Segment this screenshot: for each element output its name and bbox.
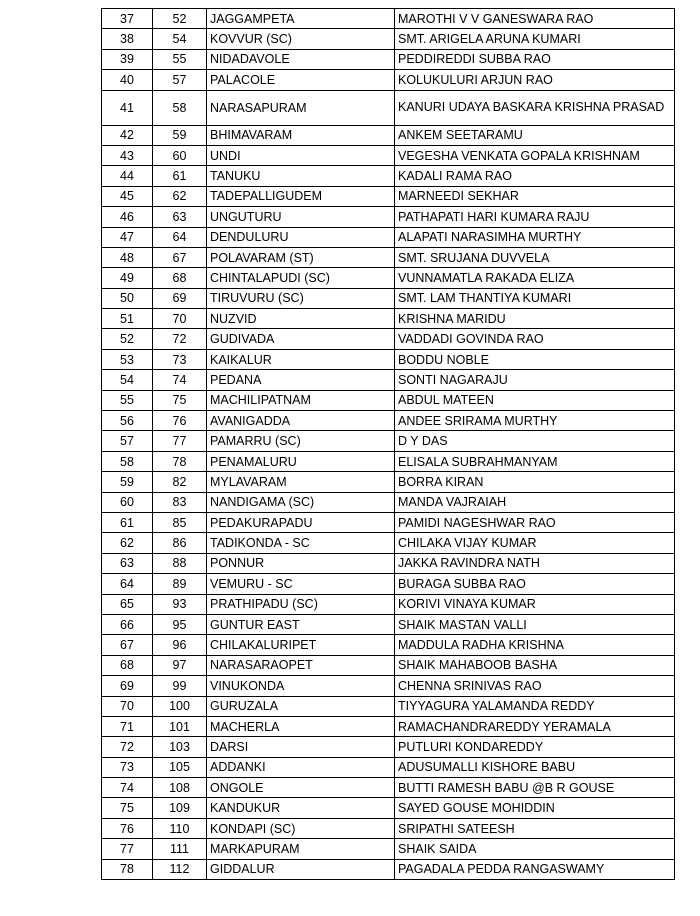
serial-number-cell: 58 xyxy=(102,451,153,471)
candidate-name-cell: PAMIDI NAGESHWAR RAO xyxy=(395,512,675,532)
candidate-name-cell: SHAIK MAHABOOB BASHA xyxy=(395,655,675,675)
ac-number-cell: 89 xyxy=(153,574,207,594)
table-row xyxy=(102,512,675,532)
serial-number-cell: 65 xyxy=(102,594,153,614)
serial-number-cell: 37 xyxy=(102,9,153,29)
table-row xyxy=(102,737,675,757)
table-row xyxy=(102,227,675,247)
table-row xyxy=(102,798,675,818)
constituency-cell: PEDANA xyxy=(207,370,395,390)
ac-number-cell: 52 xyxy=(153,9,207,29)
constituency-cell: JAGGAMPETA xyxy=(207,9,395,29)
serial-number-cell: 77 xyxy=(102,839,153,859)
ac-number-cell: 97 xyxy=(153,655,207,675)
ac-number-cell: 68 xyxy=(153,268,207,288)
candidate-name-cell: PATHAPATI HARI KUMARA RAJU xyxy=(395,207,675,227)
constituency-cell: CHILAKALURIPET xyxy=(207,635,395,655)
table-row xyxy=(102,29,675,49)
table-row xyxy=(102,411,675,431)
candidate-name-cell: RAMACHANDRAREDDY YERAMALA xyxy=(395,716,675,736)
table-row xyxy=(102,839,675,859)
constituency-cell: KAIKALUR xyxy=(207,349,395,369)
ac-number-cell: 86 xyxy=(153,533,207,553)
constituency-cell: POLAVARAM (ST) xyxy=(207,247,395,267)
table-row xyxy=(102,553,675,573)
constituency-cell: VINUKONDA xyxy=(207,676,395,696)
serial-number-cell: 76 xyxy=(102,818,153,838)
candidate-name-cell: CHILAKA VIJAY KUMAR xyxy=(395,533,675,553)
constituency-cell: GIDDALUR xyxy=(207,859,395,879)
table-row xyxy=(102,288,675,308)
serial-number-cell: 56 xyxy=(102,411,153,431)
constituency-cell: ADDANKI xyxy=(207,757,395,777)
table-row xyxy=(102,90,675,125)
ac-number-cell: 112 xyxy=(153,859,207,879)
ac-number-cell: 88 xyxy=(153,553,207,573)
table-row xyxy=(102,778,675,798)
serial-number-cell: 41 xyxy=(102,90,153,125)
constituency-cell: NIDADAVOLE xyxy=(207,49,395,69)
serial-number-cell: 72 xyxy=(102,737,153,757)
candidate-name-cell: VEGESHA VENKATA GOPALA KRISHNAM xyxy=(395,145,675,165)
candidate-name-cell: ALAPATI NARASIMHA MURTHY xyxy=(395,227,675,247)
candidate-name-cell: CHENNA SRINIVAS RAO xyxy=(395,676,675,696)
table-row xyxy=(102,390,675,410)
table-row xyxy=(102,472,675,492)
candidate-name-cell: KOLUKULURI ARJUN RAO xyxy=(395,70,675,90)
candidate-name-cell: BUTTI RAMESH BABU @B R GOUSE xyxy=(395,778,675,798)
candidate-name-cell: SONTI NAGARAJU xyxy=(395,370,675,390)
constituency-cell: KANDUKUR xyxy=(207,798,395,818)
candidate-name-cell: ANDEE SRIRAMA MURTHY xyxy=(395,411,675,431)
serial-number-cell: 62 xyxy=(102,533,153,553)
constituency-cell: PEDAKURAPADU xyxy=(207,512,395,532)
constituency-cell: TADEPALLIGUDEM xyxy=(207,186,395,206)
table-row xyxy=(102,676,675,696)
table-row xyxy=(102,186,675,206)
serial-number-cell: 67 xyxy=(102,635,153,655)
ac-number-cell: 110 xyxy=(153,818,207,838)
ac-number-cell: 63 xyxy=(153,207,207,227)
serial-number-cell: 70 xyxy=(102,696,153,716)
ac-number-cell: 70 xyxy=(153,309,207,329)
table-row xyxy=(102,145,675,165)
serial-number-cell: 57 xyxy=(102,431,153,451)
constituency-cell: MYLAVARAM xyxy=(207,472,395,492)
ac-number-cell: 61 xyxy=(153,166,207,186)
candidate-name-cell: ABDUL MATEEN xyxy=(395,390,675,410)
candidate-name-cell: BORRA KIRAN xyxy=(395,472,675,492)
table-row xyxy=(102,349,675,369)
serial-number-cell: 78 xyxy=(102,859,153,879)
serial-number-cell: 38 xyxy=(102,29,153,49)
serial-number-cell: 64 xyxy=(102,574,153,594)
candidate-name-cell: SMT. SRUJANA DUVVELA xyxy=(395,247,675,267)
table-row xyxy=(102,594,675,614)
serial-number-cell: 47 xyxy=(102,227,153,247)
table-row xyxy=(102,533,675,553)
ac-number-cell: 82 xyxy=(153,472,207,492)
serial-number-cell: 53 xyxy=(102,349,153,369)
table-row xyxy=(102,49,675,69)
candidate-table-body xyxy=(102,9,675,880)
constituency-cell: PONNUR xyxy=(207,553,395,573)
candidate-name-cell: SHAIK SAIDA xyxy=(395,839,675,859)
ac-number-cell: 76 xyxy=(153,411,207,431)
constituency-cell: GURUZALA xyxy=(207,696,395,716)
constituency-cell: PRATHIPADU (SC) xyxy=(207,594,395,614)
table-row xyxy=(102,574,675,594)
candidate-name-cell: PUTLURI KONDAREDDY xyxy=(395,737,675,757)
candidate-name-cell: TIYYAGURA YALAMANDA REDDY xyxy=(395,696,675,716)
ac-number-cell: 69 xyxy=(153,288,207,308)
candidate-name-cell: KADALI RAMA RAO xyxy=(395,166,675,186)
candidate-name-cell: SRIPATHI SATEESH xyxy=(395,818,675,838)
table-row xyxy=(102,431,675,451)
constituency-cell: UNDI xyxy=(207,145,395,165)
serial-number-cell: 69 xyxy=(102,676,153,696)
ac-number-cell: 73 xyxy=(153,349,207,369)
constituency-cell: MARKAPURAM xyxy=(207,839,395,859)
candidate-name-cell: KRISHNA MARIDU xyxy=(395,309,675,329)
constituency-cell: GUNTUR EAST xyxy=(207,614,395,634)
table-row xyxy=(102,635,675,655)
serial-number-cell: 42 xyxy=(102,125,153,145)
serial-number-cell: 73 xyxy=(102,757,153,777)
constituency-cell: GUDIVADA xyxy=(207,329,395,349)
table-row xyxy=(102,614,675,634)
table-row xyxy=(102,207,675,227)
serial-number-cell: 43 xyxy=(102,145,153,165)
constituency-cell: PAMARRU (SC) xyxy=(207,431,395,451)
constituency-cell: NARASARAOPET xyxy=(207,655,395,675)
table-row xyxy=(102,859,675,879)
candidate-name-cell: VADDADI GOVINDA RAO xyxy=(395,329,675,349)
ac-number-cell: 60 xyxy=(153,145,207,165)
constituency-cell: NUZVID xyxy=(207,309,395,329)
ac-number-cell: 99 xyxy=(153,676,207,696)
serial-number-cell: 46 xyxy=(102,207,153,227)
candidate-name-cell: PAGADALA PEDDA RANGASWAMY xyxy=(395,859,675,879)
constituency-cell: UNGUTURU xyxy=(207,207,395,227)
candidate-name-cell: MARNEEDI SEKHAR xyxy=(395,186,675,206)
constituency-cell: TANUKU xyxy=(207,166,395,186)
table-row xyxy=(102,370,675,390)
candidate-name-cell: VUNNAMATLA RAKADA ELIZA xyxy=(395,268,675,288)
candidate-name-cell: D Y DAS xyxy=(395,431,675,451)
serial-number-cell: 51 xyxy=(102,309,153,329)
ac-number-cell: 75 xyxy=(153,390,207,410)
candidate-name-cell: PEDDIREDDI SUBBA RAO xyxy=(395,49,675,69)
serial-number-cell: 44 xyxy=(102,166,153,186)
table-row xyxy=(102,70,675,90)
serial-number-cell: 71 xyxy=(102,716,153,736)
serial-number-cell: 45 xyxy=(102,186,153,206)
constituency-cell: AVANIGADDA xyxy=(207,411,395,431)
ac-number-cell: 101 xyxy=(153,716,207,736)
ac-number-cell: 57 xyxy=(153,70,207,90)
table-row xyxy=(102,716,675,736)
ac-number-cell: 62 xyxy=(153,186,207,206)
constituency-cell: MACHERLA xyxy=(207,716,395,736)
candidate-name-cell: BODDU NOBLE xyxy=(395,349,675,369)
constituency-cell: DENDULURU xyxy=(207,227,395,247)
candidate-name-cell: BURAGA SUBBA RAO xyxy=(395,574,675,594)
candidate-name-cell: KANURI UDAYA BASKARA KRISHNA PRASAD xyxy=(395,90,675,125)
table-row xyxy=(102,655,675,675)
serial-number-cell: 74 xyxy=(102,778,153,798)
serial-number-cell: 63 xyxy=(102,553,153,573)
ac-number-cell: 77 xyxy=(153,431,207,451)
candidate-name-cell: SMT. ARIGELA ARUNA KUMARI xyxy=(395,29,675,49)
serial-number-cell: 52 xyxy=(102,329,153,349)
table-row xyxy=(102,9,675,29)
candidate-name-cell: KORIVI VINAYA KUMAR xyxy=(395,594,675,614)
constituency-cell: CHINTALAPUDI (SC) xyxy=(207,268,395,288)
constituency-cell: MACHILIPATNAM xyxy=(207,390,395,410)
ac-number-cell: 103 xyxy=(153,737,207,757)
ac-number-cell: 108 xyxy=(153,778,207,798)
ac-number-cell: 64 xyxy=(153,227,207,247)
constituency-cell: DARSI xyxy=(207,737,395,757)
table-row xyxy=(102,818,675,838)
table-row xyxy=(102,757,675,777)
candidate-name-cell: MADDULA RADHA KRISHNA xyxy=(395,635,675,655)
candidate-name-cell: MANDA VAJRAIAH xyxy=(395,492,675,512)
ac-number-cell: 78 xyxy=(153,451,207,471)
constituency-cell: PENAMALURU xyxy=(207,451,395,471)
table-row xyxy=(102,492,675,512)
candidate-name-cell: SHAIK MASTAN VALLI xyxy=(395,614,675,634)
serial-number-cell: 49 xyxy=(102,268,153,288)
table-row xyxy=(102,247,675,267)
candidate-name-cell: SAYED GOUSE MOHIDDIN xyxy=(395,798,675,818)
serial-number-cell: 75 xyxy=(102,798,153,818)
table-row xyxy=(102,309,675,329)
serial-number-cell: 61 xyxy=(102,512,153,532)
serial-number-cell: 39 xyxy=(102,49,153,69)
serial-number-cell: 60 xyxy=(102,492,153,512)
serial-number-cell: 55 xyxy=(102,390,153,410)
ac-number-cell: 59 xyxy=(153,125,207,145)
serial-number-cell: 50 xyxy=(102,288,153,308)
candidate-name-cell: MAROTHI V V GANESWARA RAO xyxy=(395,9,675,29)
candidate-name-cell: JAKKA RAVINDRA NATH xyxy=(395,553,675,573)
serial-number-cell: 59 xyxy=(102,472,153,492)
ac-number-cell: 93 xyxy=(153,594,207,614)
ac-number-cell: 67 xyxy=(153,247,207,267)
constituency-cell: ONGOLE xyxy=(207,778,395,798)
ac-number-cell: 58 xyxy=(153,90,207,125)
ac-number-cell: 54 xyxy=(153,29,207,49)
ac-number-cell: 85 xyxy=(153,512,207,532)
serial-number-cell: 68 xyxy=(102,655,153,675)
constituency-cell: PALACOLE xyxy=(207,70,395,90)
candidate-name-cell: ADUSUMALLI KISHORE BABU xyxy=(395,757,675,777)
ac-number-cell: 72 xyxy=(153,329,207,349)
constituency-cell: NARASAPURAM xyxy=(207,90,395,125)
ac-number-cell: 111 xyxy=(153,839,207,859)
constituency-cell: BHIMAVARAM xyxy=(207,125,395,145)
constituency-cell: VEMURU - SC xyxy=(207,574,395,594)
constituency-cell: KONDAPI (SC) xyxy=(207,818,395,838)
constituency-cell: TIRUVURU (SC) xyxy=(207,288,395,308)
ac-number-cell: 96 xyxy=(153,635,207,655)
table-row xyxy=(102,696,675,716)
ac-number-cell: 95 xyxy=(153,614,207,634)
table-row xyxy=(102,125,675,145)
serial-number-cell: 66 xyxy=(102,614,153,634)
constituency-cell: NANDIGAMA (SC) xyxy=(207,492,395,512)
ac-number-cell: 100 xyxy=(153,696,207,716)
table-row xyxy=(102,268,675,288)
ac-number-cell: 105 xyxy=(153,757,207,777)
constituency-cell: KOVVUR (SC) xyxy=(207,29,395,49)
ac-number-cell: 83 xyxy=(153,492,207,512)
candidate-name-cell: ELISALA SUBRAHMANYAM xyxy=(395,451,675,471)
serial-number-cell: 54 xyxy=(102,370,153,390)
ac-number-cell: 109 xyxy=(153,798,207,818)
ac-number-cell: 55 xyxy=(153,49,207,69)
constituency-cell: TADIKONDA - SC xyxy=(207,533,395,553)
table-row xyxy=(102,166,675,186)
serial-number-cell: 48 xyxy=(102,247,153,267)
candidate-name-cell: SMT. LAM THANTIYA KUMARI xyxy=(395,288,675,308)
ac-number-cell: 74 xyxy=(153,370,207,390)
table-row xyxy=(102,329,675,349)
candidate-table xyxy=(101,8,675,880)
table-row xyxy=(102,451,675,471)
serial-number-cell: 40 xyxy=(102,70,153,90)
candidate-name-cell: ANKEM SEETARAMU xyxy=(395,125,675,145)
